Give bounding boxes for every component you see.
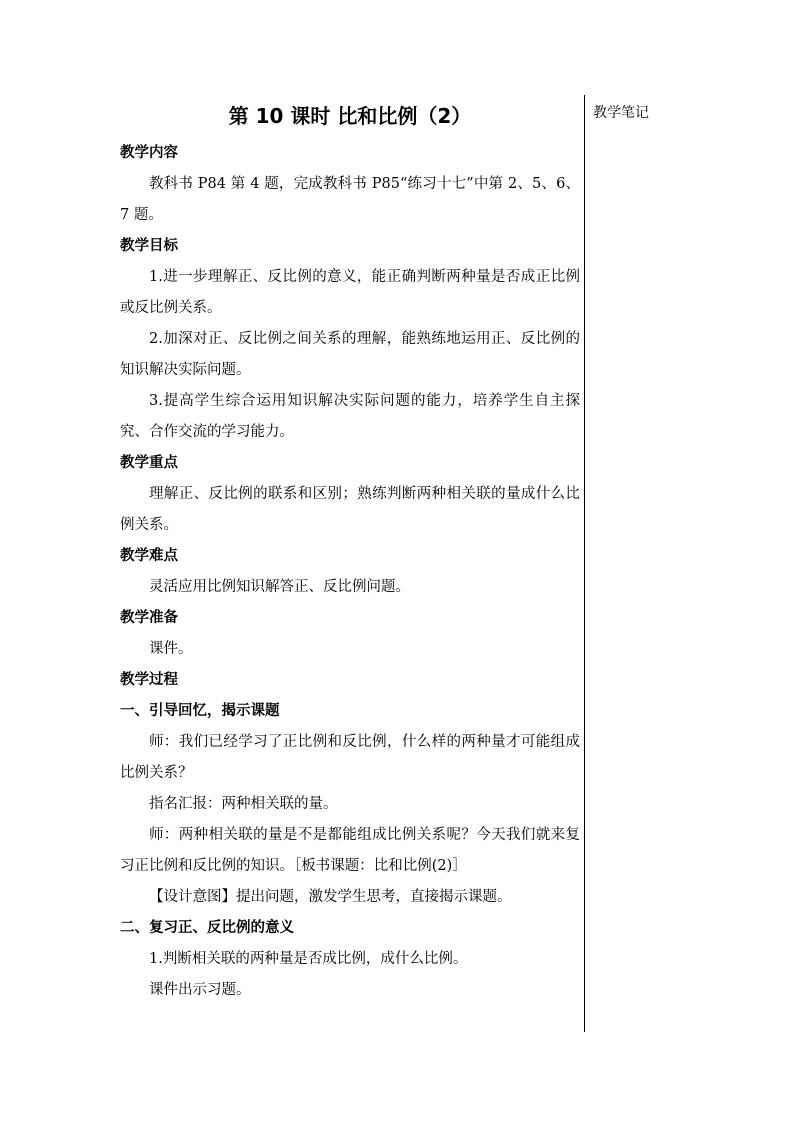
- key-points-heading: 教学重点: [120, 455, 178, 471]
- goal-item-1: 1.进一步理解正、反比例的意义，能正确判断两种量是否成正比例或反比例关系。: [120, 269, 580, 316]
- process-part2-heading: 二、复习正、反比例的意义: [120, 920, 294, 936]
- process-part1-para-1: 师：我们已经学习了正比例和反比例，什么样的两种量才可能组成比例关系？: [120, 734, 580, 781]
- goal-item-3: 3.提高学生综合运用知识解决实际问题的能力，培养学生自主探究、合作交流的学习能力。: [120, 393, 580, 440]
- content-text: 教科书 P84 第 4 题，完成教科书 P85“练习十七”中第 2、5、6、7 题。: [120, 176, 580, 223]
- process-part1-para-4: 【设计意图】提出问题，激发学生思考，直接揭示课题。: [149, 889, 512, 905]
- goals-heading: 教学目标: [120, 238, 178, 254]
- lesson-title: 第 10 课时 比和比例（2）: [228, 104, 472, 128]
- preparation-heading: 教学准备: [120, 610, 178, 626]
- lesson-body: [120, 100, 580, 1006]
- process-part1-para-3: 师：两种相关联的量是不是都能组成比例关系呢？今天我们就来复习正比例和反比例的知识。［板书课题：比和比例(2)］: [120, 827, 580, 874]
- process-part2-para-1: 1.判断相关联的两种量是否成比例，成什么比例。: [149, 951, 468, 967]
- preparation-text: 课件。: [149, 641, 193, 657]
- notes-column-label: 教学笔记: [593, 105, 649, 121]
- process-part2-para-2: 课件出示习题。: [149, 982, 251, 998]
- process-heading: 教学过程: [120, 672, 178, 688]
- difficulties-heading: 教学难点: [120, 548, 178, 564]
- process-part1-heading: 一、引导回忆，揭示课题: [120, 703, 280, 719]
- notes-column-divider: [584, 95, 585, 1032]
- difficulties-text: 灵活应用比例知识解答正、反比例问题。: [149, 579, 410, 595]
- goal-item-2: 2.加深对正、反比例之间关系的理解，能熟练地运用正、反比例的知识解决实际问题。: [120, 331, 580, 378]
- key-points-text: 理解正、反比例的联系和区别；熟练判断两种相关联的量成什么比例关系。: [120, 486, 580, 533]
- process-part1-para-2: 指名汇报：两种相关联的量。: [149, 796, 338, 812]
- content-heading: 教学内容: [120, 145, 178, 161]
